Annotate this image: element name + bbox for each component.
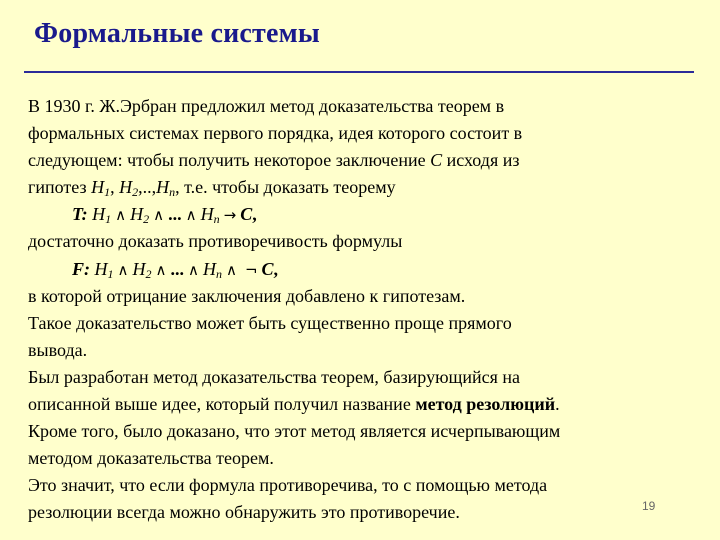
comma: , [110, 177, 120, 198]
subscript: 1 [104, 185, 111, 200]
text-line: вывода. [28, 339, 88, 360]
text-segment: исходя из [442, 150, 520, 171]
text-line: методом доказательства теорем. [28, 448, 274, 469]
var-h: H [200, 204, 214, 225]
text-line: резолюции всегда можно обнаружить это противоречие. [28, 502, 460, 523]
text-segment: , т.е. чтобы доказать теорему [175, 177, 396, 198]
and-symbol: ∧ [117, 260, 129, 279]
var-h: H [156, 177, 170, 198]
text-line: Кроме того, было доказано, что этот метод является исчерпывающим [28, 421, 561, 442]
var-h: H [132, 258, 146, 279]
comma: , [252, 204, 257, 225]
subscript: n [215, 266, 222, 281]
term-resolution-method: метод резолюций [415, 394, 556, 415]
formula-t [28, 201, 708, 228]
and-symbol: ∧ [115, 206, 127, 225]
and-symbol: ∧ [153, 206, 165, 225]
slide-title: Формальные системы [34, 18, 320, 49]
slide-body [28, 93, 708, 527]
text-segment: гипотез [28, 177, 92, 198]
subscript: 2 [132, 185, 139, 200]
var-c: C [261, 258, 274, 279]
text-line: Это значит, что если формула противоречива, то с помощью метода [28, 475, 548, 496]
subscript: n [169, 185, 176, 200]
formula-label: F: [72, 258, 95, 279]
text-line: формальных системах первого порядка, идея которого состоит в [28, 123, 523, 144]
formula-label: T: [72, 204, 93, 225]
text-line [28, 147, 708, 174]
subscript: 1 [107, 266, 114, 281]
comma: , [273, 258, 279, 279]
var-h: H [91, 177, 105, 198]
and-symbol: ∧ [155, 260, 167, 279]
var-h: H [119, 177, 133, 198]
not-symbol: ¬ [244, 260, 258, 279]
text-line: достаточно доказать противоречивость формулы [28, 231, 403, 252]
dots: ,.., [138, 177, 157, 198]
text-line: Такое доказательство может быть существенно проще прямого [28, 312, 512, 333]
text-line: в которой отрицание заключения добавлено к гипотезам. [28, 285, 466, 306]
title-underline [24, 71, 694, 73]
formula-f [28, 256, 708, 283]
subscript: 2 [145, 266, 152, 281]
and-symbol: ∧ [225, 260, 237, 279]
var-h: H [94, 258, 108, 279]
var-h: H [92, 204, 106, 225]
text-line [28, 174, 708, 201]
var-h: H [130, 204, 144, 225]
text-line: Был разработан метод доказательства теорем, базирующийся на [28, 366, 521, 387]
var-h: H [202, 258, 216, 279]
text-segment: следующем: чтобы получить некоторое заключение [28, 150, 431, 171]
page-number: 19 [642, 499, 656, 513]
and-symbol: ∧ [185, 206, 197, 225]
text-line: В 1930 г. Ж.Эрбран предложил метод доказательства теорем в [28, 96, 505, 116]
and-symbol: ∧ [187, 260, 199, 279]
subscript: 2 [143, 212, 150, 227]
subscript: n [213, 212, 220, 227]
text-segment: описанной выше идее, который получил название [28, 394, 416, 415]
ellipsis: ... [170, 258, 184, 279]
ellipsis: ... [168, 204, 182, 225]
var-c: C [430, 150, 443, 171]
period: . [555, 394, 560, 415]
text-line [28, 391, 708, 418]
subscript: 1 [105, 212, 112, 227]
var-c: C [240, 204, 253, 225]
implies-symbol: → [223, 206, 237, 225]
